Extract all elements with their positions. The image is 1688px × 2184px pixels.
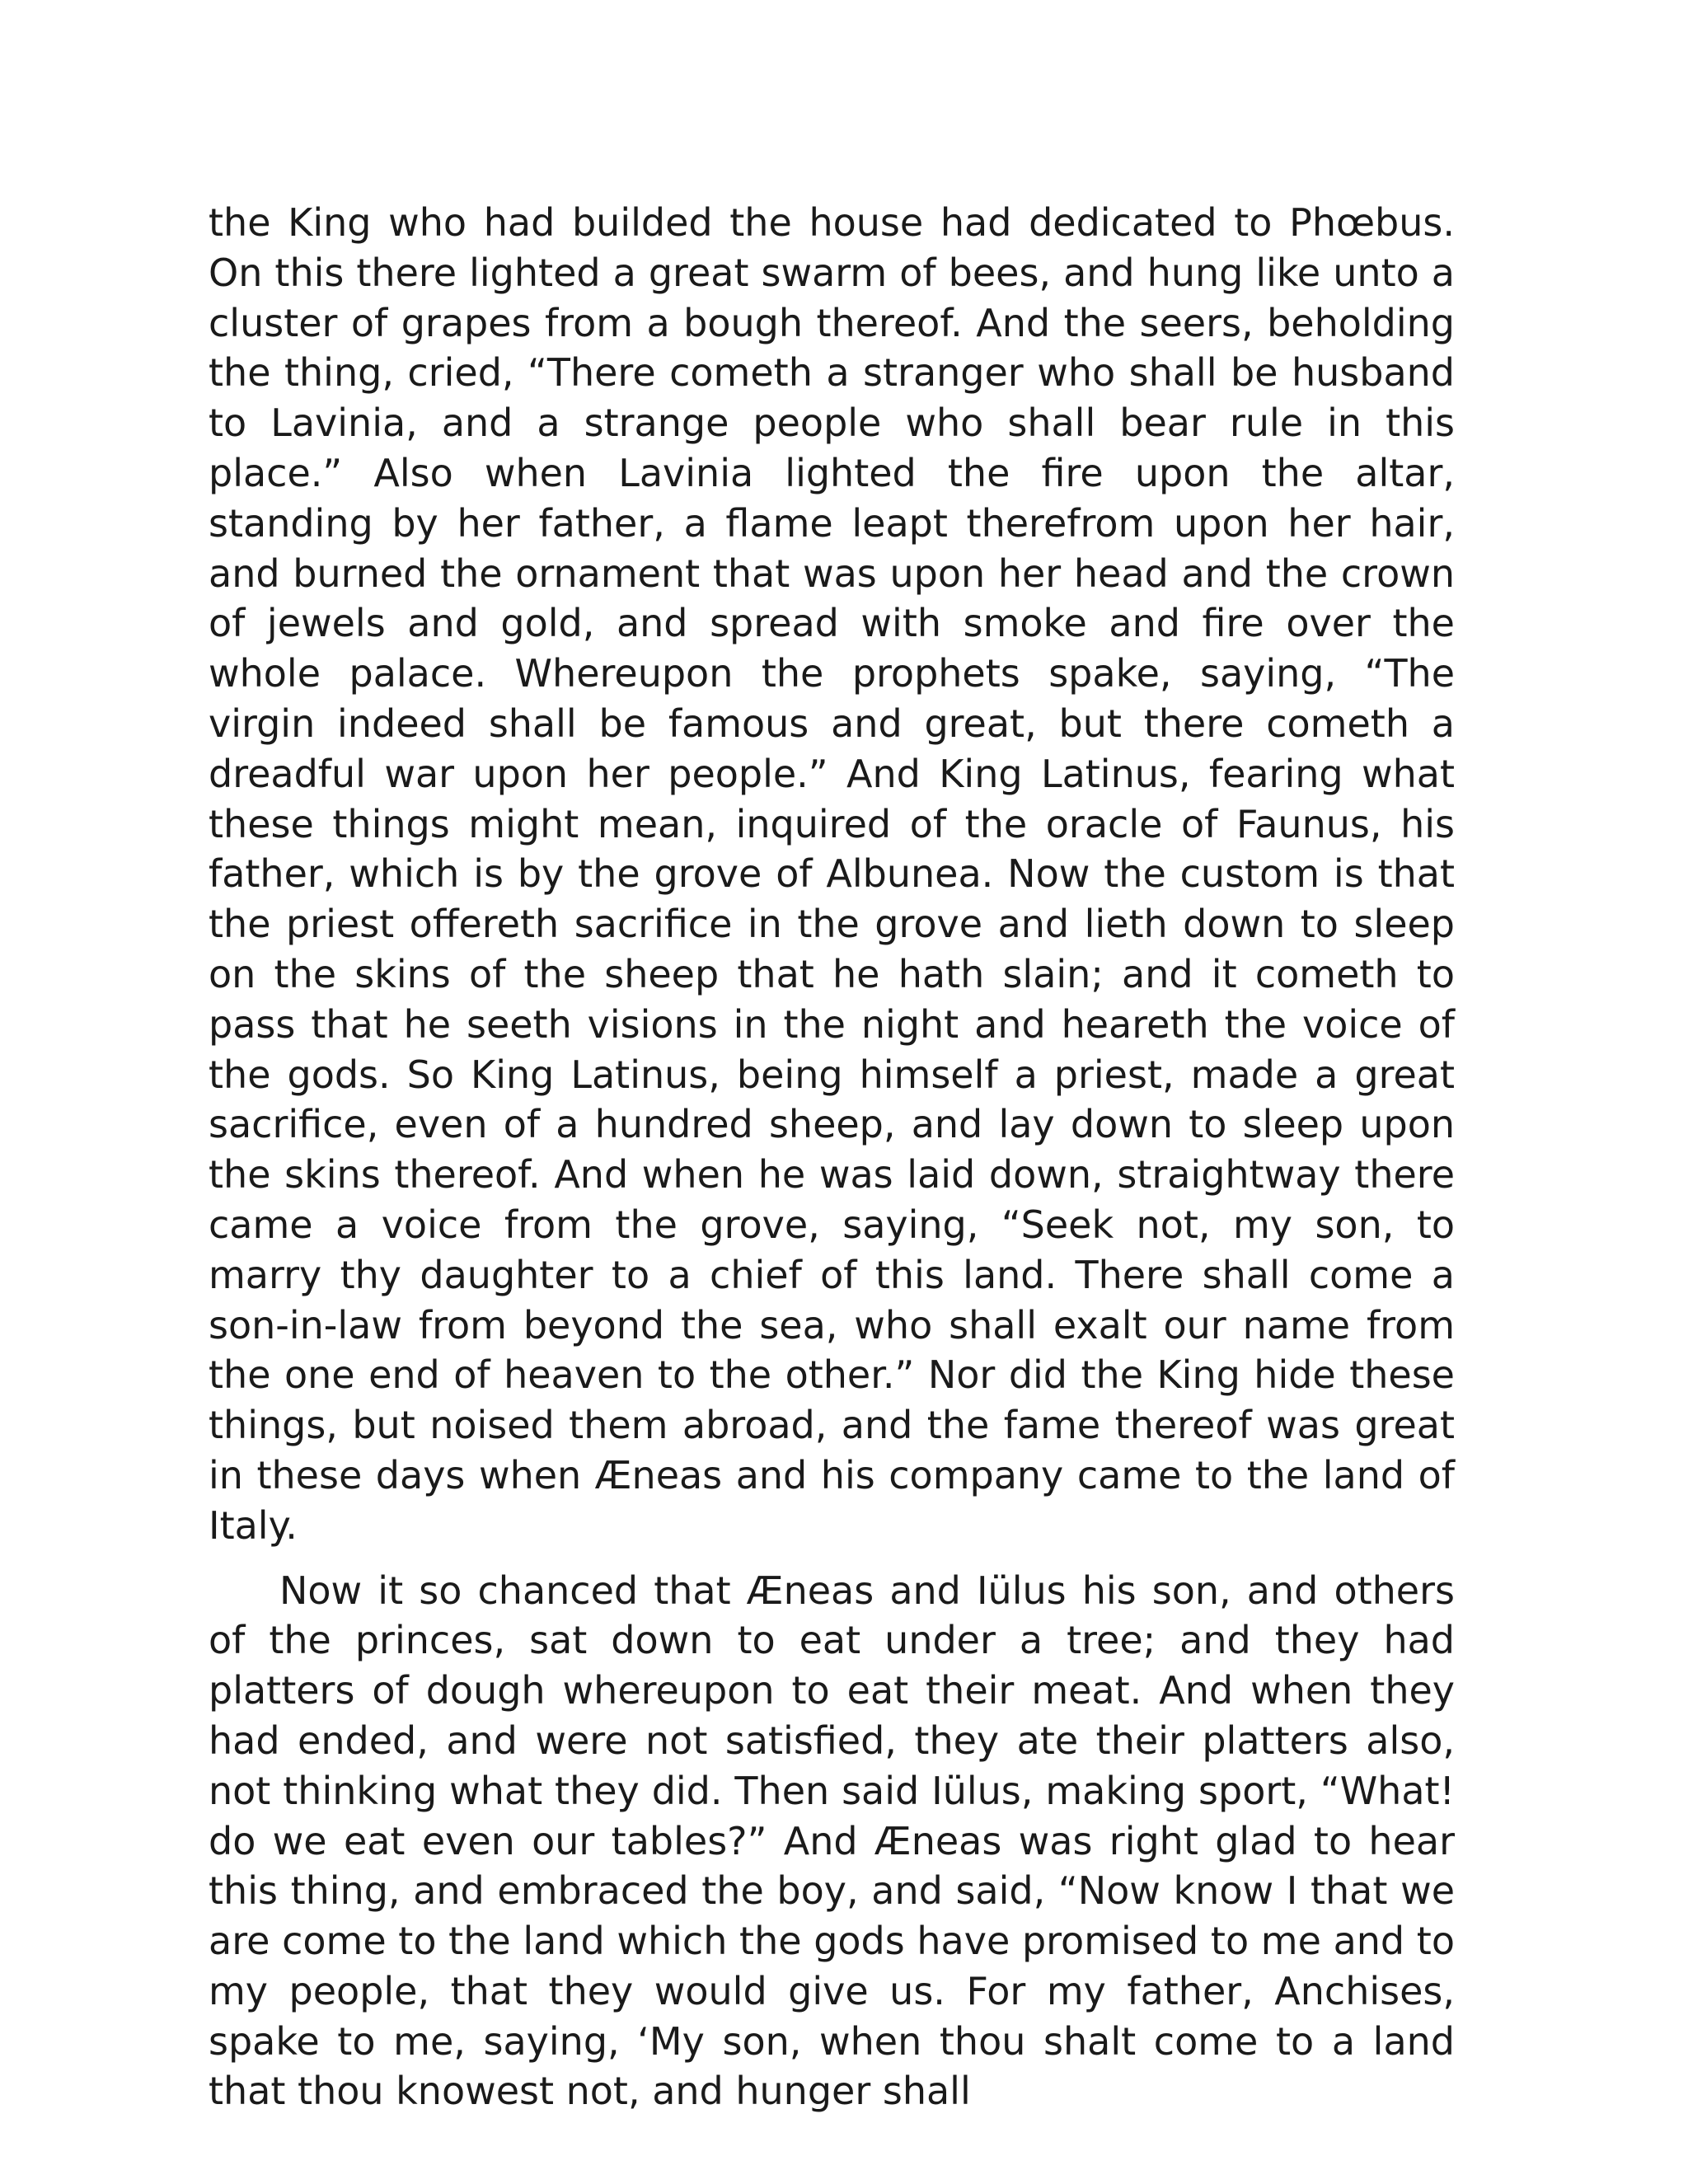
paragraph-2: Now it so chanced that Æneas and Iülus his son, and others of the princes, sat down to eat under a tree; and they had platters of dough whereupon to eat their meat. And when they had ended, and were not satisfied, they ate their platters also, not thinking what they did. Then said Iülus, making sport, “What! do we eat even our tables?” And Æneas was right glad to hear this thing, and embraced the boy, and said, “Now know I that we are come to the land which the gods have promised to me and to my people, that they would give us. For my father, Anchises, spake to me, saying, ‘My son, when thou shalt come to a land that thou knowest not, and hunger shall — [209, 1568, 1455, 2114]
paragraph-1: the King who had builded the house had dedicated to Phœbus. On this there lighted a great swarm of bees, and hung like unto a cluster of grapes from a bough thereof. And the seers, beholding the thing, cried, “There cometh a stranger who shall be husband to Lavinia, and a strange people who shall bear rule in this place.” Also when Lavinia lighted the fire upon the altar, standing by her father, a flame leapt therefrom upon her hair, and burned the ornament that was upon her head and the crown of jewels and gold, and spread with smoke and fire over the whole palace. Whereupon the prophets spake, saying, “The virgin indeed shall be famous and great, but there cometh a dreadful war upon her people.” And King Latinus, fearing what these things might mean, inquired of the oracle of Faunus, his father, which is by the grove of Albunea. Now the custom is that the priest offereth sacrifice in the grove and lieth down to sleep on the skins of the sheep that he hath slain; and it cometh to pass that he seeth visions in the night and heareth the voice of the gods. So King Latinus, being himself a priest, made a great sacrifice, even of a hundred sheep, and lay down to sleep upon the skins thereof. And when he was laid down, straightway there came a voice from the grove, saying, “Seek not, my son, to marry thy daughter to a chief of this land. There shall come a son-in-law from beyond the sea, who shall exalt our name from the one end of heaven to the other.” Nor did the King hide these things, but noised them abroad, and the fame thereof was great in these days when Æneas and his company came to the land of Italy. — [209, 200, 1455, 1548]
page-body — [209, 198, 1455, 2116]
